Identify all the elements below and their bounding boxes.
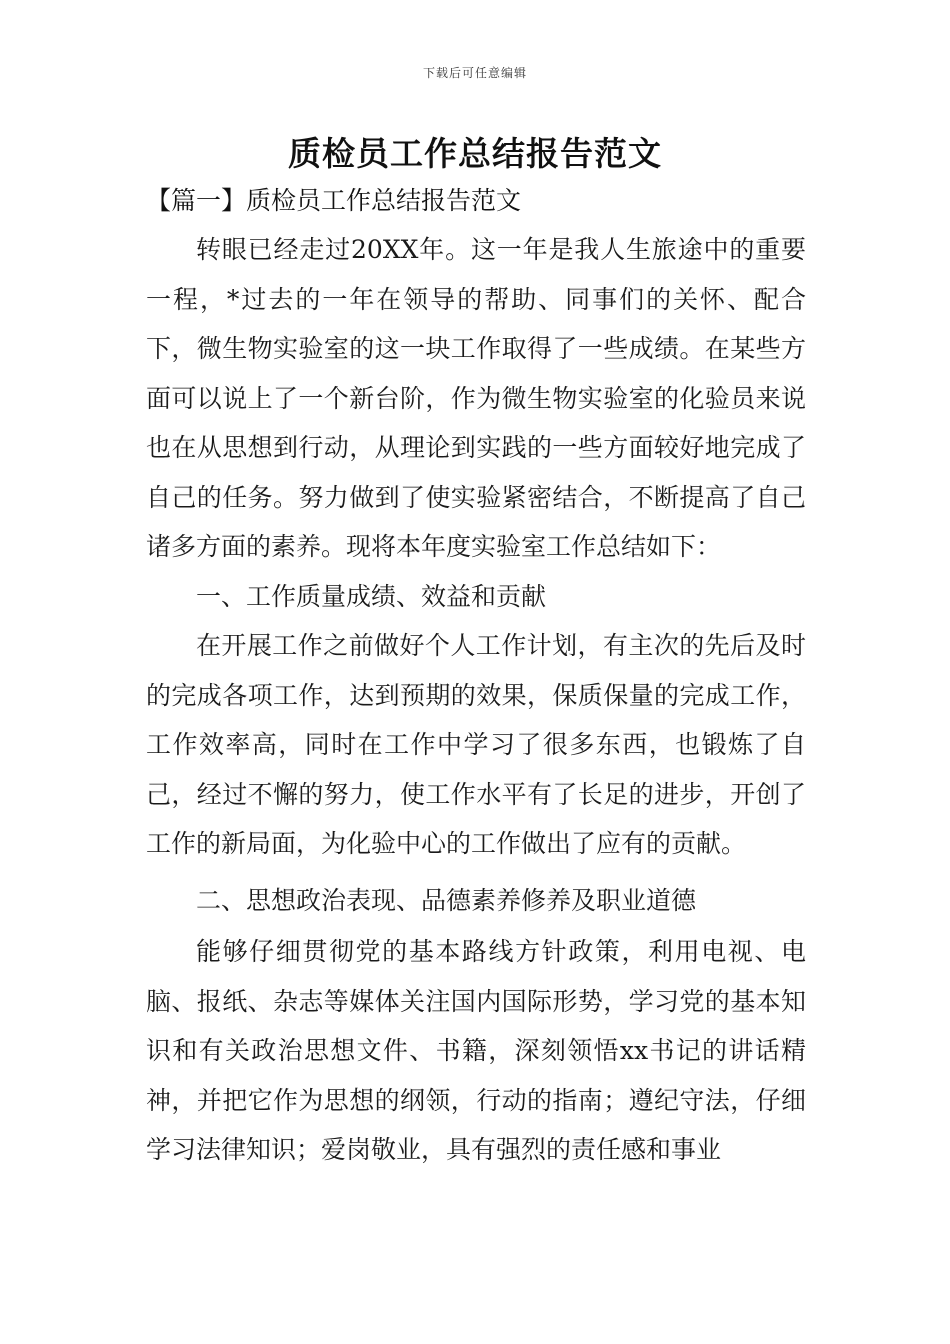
- document-body: [146, 225, 806, 1175]
- section-heading: 【篇一】质检员工作总结报告范文: [146, 186, 522, 215]
- intro-paragraph: 转眼已经走过20XX年。这一年是我人生旅途中的重要一程，*过去的一年在领导的帮助、同事们的关怀、配合下，微生物实验室的这一块工作取得了一些成绩。在某些方面可以说上了一个新台阶，作为微生物实验室的化验员来说也在从思想到行动，从理论到实践的一些方面较好地完成了自己的任务。努力做到了使实验紧密结合，不断提高了自己诸多方面的素养。现将本年度实验室工作总结如下：: [146, 235, 806, 561]
- body-paragraph-1: 在开展工作之前做好个人工作计划，有主次的先后及时的完成各项工作，达到预期的效果，保质保量的完成工作，工作效率高，同时在工作中学习了很多东西，也锻炼了自己，经过不懈的努力，使工作水平有了长足的进步，开创了工作的新局面，为化验中心的工作做出了应有的贡献。: [146, 631, 806, 858]
- subheading-1: 一、工作质量成绩、效益和贡献: [196, 581, 547, 611]
- body-paragraph-2: 能够仔细贯彻党的基本路线方针政策，利用电视、电脑、报纸、杂志等媒体关注国内国际形势，学习党的基本知识和有关政治思想文件、书籍，深刻领悟xx书记的讲话精神，并把它作为思想的纲领，行动的指南；遵纪守法，仔细学习法律知识；爱岗敬业，具有强烈的责任感和事业: [146, 937, 806, 1164]
- subheading-2: 二、思想政治表现、品德素养修养及职业道德: [196, 885, 697, 915]
- document-title: 质检员工作总结报告范文: [288, 134, 662, 173]
- header-note: 下载后可任意编辑: [422, 66, 527, 80]
